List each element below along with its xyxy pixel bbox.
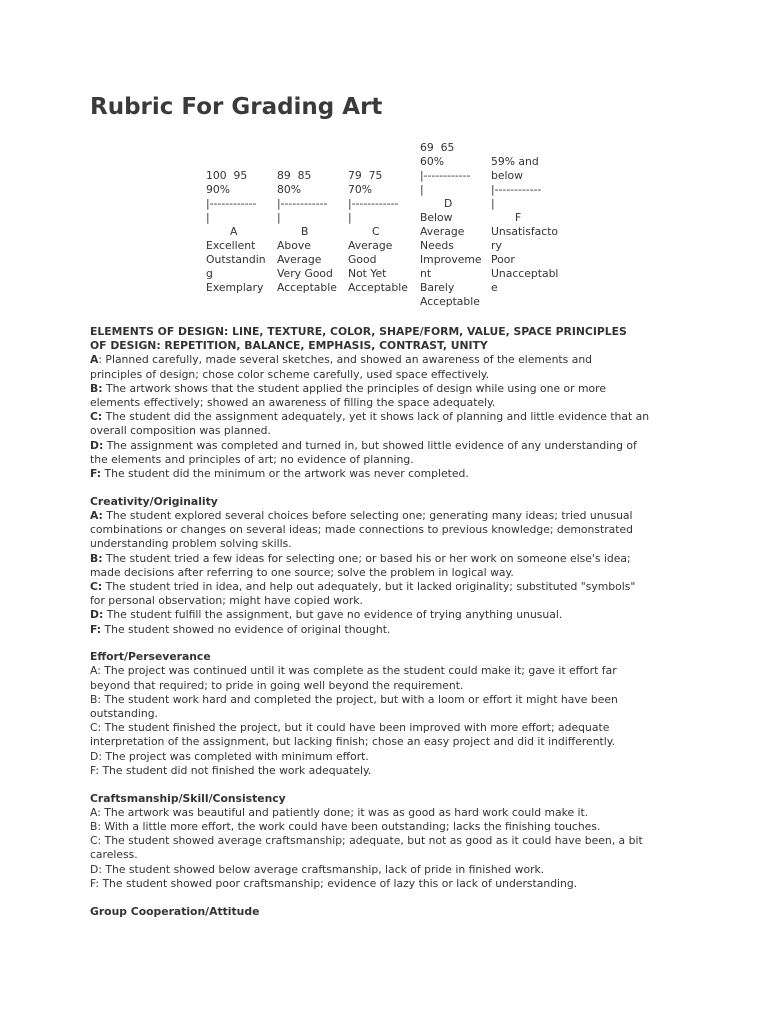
rubric-line [90,735,690,749]
grade-column-line: Below [420,211,453,224]
grade-column-line [277,141,337,155]
rubric-line [90,396,690,410]
grade-column-line: Outstandin [206,253,266,266]
grade-column-line [206,155,266,169]
rubric-line [90,877,690,891]
rubric-text: The student did the assignment adequately, yet it shows lack of planning and little evidence that an [102,410,650,424]
grade-letter: C: [90,579,103,593]
rubric-line [90,848,690,862]
rubric-line [90,509,690,523]
grade-column-line: Unacceptabl [491,267,559,280]
rubric-section [90,792,690,891]
grade-column-line [206,141,266,155]
rubric-line [90,453,690,467]
grade-column-line: |------------ [206,197,257,210]
grade-column-line: |------------ [491,183,542,196]
grade-column-line: Acceptable [348,281,408,294]
grade-column-line: 69 65 [420,141,455,154]
grade-column-line: Exemplary [206,281,264,294]
rubric-text: D: The student showed below average craftsmanship, lack of pride in finished work. [90,862,545,876]
rubric-line [90,608,690,622]
rubric-text: interpretation of the assignment, but lacking finish; chose an easy project and did it indifferently. [90,735,616,749]
section-heading: Craftsmanship/Skill/Consistency [90,791,286,805]
rubric-text: careless. [90,848,138,862]
grade-column-line [491,141,558,155]
grade-column-line: F [491,211,522,224]
rubric-section [90,650,690,778]
rubric-line [90,863,690,877]
rubric-text: B: The student work hard and completed the project, but with a loom or effort it might have been [90,692,618,706]
rubric-line [90,834,690,848]
rubric-text: The student fulfill the assignment, but gave no evidence of trying anything unusual. [103,608,563,622]
grade-column-line: |------------ [277,197,328,210]
grade-column-line: A [206,225,238,238]
rubric-line [90,580,690,594]
grade-column-line: | [277,211,281,224]
grade-column-line: Needs [420,239,454,252]
grade-column-line: Not Yet [348,267,387,280]
grade-column-line: Poor [491,253,515,266]
rubric-line [90,353,690,367]
grade-column-line: Excellent [206,239,256,252]
grade-column-line: | [420,183,424,196]
grade-letter: C: [90,410,103,424]
rubric-content [90,325,690,932]
rubric-line [90,764,690,778]
rubric-text: The student did the minimum or the artwork was never completed. [101,467,469,481]
grade-letter: F: [90,467,102,481]
rubric-text: F: The student did not finished the work adequately. [90,763,372,777]
grade-column-line: 100 95 [206,169,248,182]
grade-column-line: Very Good [277,267,333,280]
grade-column-line: Above [277,239,311,252]
rubric-line [90,382,690,396]
grade-column-line: g [206,267,213,280]
section-heading: OF DESIGN: REPETITION, BALANCE, EMPHASIS, CONTRAST, UNITY [90,339,488,353]
rubric-line [90,552,690,566]
rubric-section [90,495,690,637]
grade-column-line: Improveme [420,253,482,266]
grade-column [491,141,558,295]
grade-column [420,141,482,309]
rubric-text: D: The project was completed with minimum effort. [90,749,369,763]
grade-column-line: nt [420,267,432,280]
grade-column-line: below [491,169,523,182]
grade-letter: B: [90,381,103,395]
rubric-text: beyond that required; to pride in going well beyond the requirement. [90,678,464,692]
grade-column-line: | [206,211,210,224]
grade-letter: F: [90,622,102,636]
rubric-line [90,439,690,453]
grade-column-line: | [348,211,352,224]
rubric-text: The student tried in idea, and help out adequately, but it lacked originality; substituted "symbols" [102,579,636,593]
grade-column-line: | [491,197,495,210]
rubric-text: overall composition was planned. [90,424,271,438]
rubric-line [90,623,690,637]
grade-column-line: B [277,225,309,238]
rubric-line [90,707,690,721]
grade-column-line: 90% [206,183,230,196]
grade-column-line: 70% [348,183,372,196]
grade-column-line: Acceptable [277,281,337,294]
rubric-line [90,537,690,551]
section-heading: ELEMENTS OF DESIGN: LINE, TEXTURE, COLOR, SHAPE/FORM, VALUE, SPACE PRINCIPLES [90,325,627,338]
rubric-text: understanding problem solving skills. [90,537,292,551]
grade-column-line: 59% and [491,155,539,168]
grade-column-line: e [491,281,498,294]
grade-column-line: Average [420,225,465,238]
grade-column-line: C [348,225,380,238]
grade-column-line: |------------ [348,197,399,210]
rubric-text: The student explored several choices before selecting one; generating many ideas; tried unusual [102,508,633,522]
rubric-text: B: With a little more effort, the work could have been outstanding; lacks the finishing touches. [90,820,601,833]
rubric-line [90,679,690,693]
rubric-text: the elements and principles of art; no evidence of planning. [90,452,414,466]
rubric-line [90,566,690,580]
rubric-line [90,594,690,608]
grade-column-line: Barely [420,281,455,294]
rubric-line [90,820,690,834]
rubric-text: C: The student finished the project, but it could have been improved with more effort; adequate [90,721,610,735]
grade-letter: B: [90,551,103,565]
rubric-text: A: The project was continued until it was complete as the student could make it; gave it effort far [90,664,617,678]
grade-column-line: Acceptable [420,295,480,308]
rubric-text: A: The artwork was beautiful and patiently done; it was as good as hard work could make it. [90,805,589,819]
grade-column-line: D [420,197,453,210]
grade-column [348,141,408,295]
grade-column-line [348,155,408,169]
page-title: Rubric For Grading Art [90,94,383,120]
rubric-line [90,410,690,424]
rubric-text: elements effectively; showed an awareness of filling the space adequately. [90,396,496,410]
rubric-text: F: The student showed poor craftsmanship; evidence of lazy this or lack of understanding. [90,876,578,890]
section-heading: Effort/Perseverance [90,650,211,664]
rubric-line [90,750,690,764]
grade-column-line: Average [348,239,393,252]
section-heading: Creativity/Originality [90,494,218,508]
rubric-line [90,664,690,678]
rubric-section [90,905,690,919]
grade-column-line: Good [348,253,377,266]
grade-column-line: 80% [277,183,301,196]
grade-column-line: 89 85 [277,169,312,182]
rubric-text: principles of design; chose color scheme carefully, used space effectively. [90,367,490,381]
rubric-line [90,721,690,735]
section-heading: Group Cooperation/Attitude [90,904,260,918]
grade-column-line: Average [277,253,322,266]
grade-column [206,141,266,295]
rubric-text: outstanding. [90,707,158,721]
grade-column-line: |------------ [420,169,471,182]
rubric-text: The assignment was completed and turned in, but showed little evidence of any understanding of [103,438,637,452]
rubric-line [90,806,690,820]
grade-letter: D: [90,438,104,452]
rubric-text: The student showed no evidence of original thought. [101,622,391,636]
grade-letter: D: [90,608,104,622]
rubric-section [90,325,690,481]
rubric-line [90,424,690,438]
grade-column-line [277,155,337,169]
grade-letter: A [90,353,99,367]
grade-column-line [348,141,408,155]
grade-column-line: ry [491,239,502,252]
rubric-text: : Planned carefully, made several sketches, and showed an awareness of the elements and [98,353,593,367]
rubric-text: C: The student showed average craftsmanship; adequate, but not as good as it could have been, a bit [90,834,643,848]
rubric-line [90,467,690,481]
grade-column-line: Unsatisfacto [491,225,559,238]
rubric-text: The student tried a few ideas for selecting one; or based his or her work on someone else's idea; [102,551,631,565]
grade-column-line: 60% [420,155,444,168]
grade-letter: A: [90,508,103,522]
rubric-line [90,368,690,382]
grade-column [277,141,337,295]
grade-column-line: 79 75 [348,169,383,182]
rubric-text: The artwork shows that the student applied the principles of design while using one or more [102,381,606,395]
rubric-text: made decisions after referring to one source; solve the problem in logical way. [90,565,514,579]
rubric-text: for personal observation; might have copied work. [90,594,363,608]
rubric-text: combinations or changes on several ideas; made connections to previous knowledge; demonstrated [90,523,634,537]
rubric-line [90,523,690,537]
rubric-line [90,693,690,707]
